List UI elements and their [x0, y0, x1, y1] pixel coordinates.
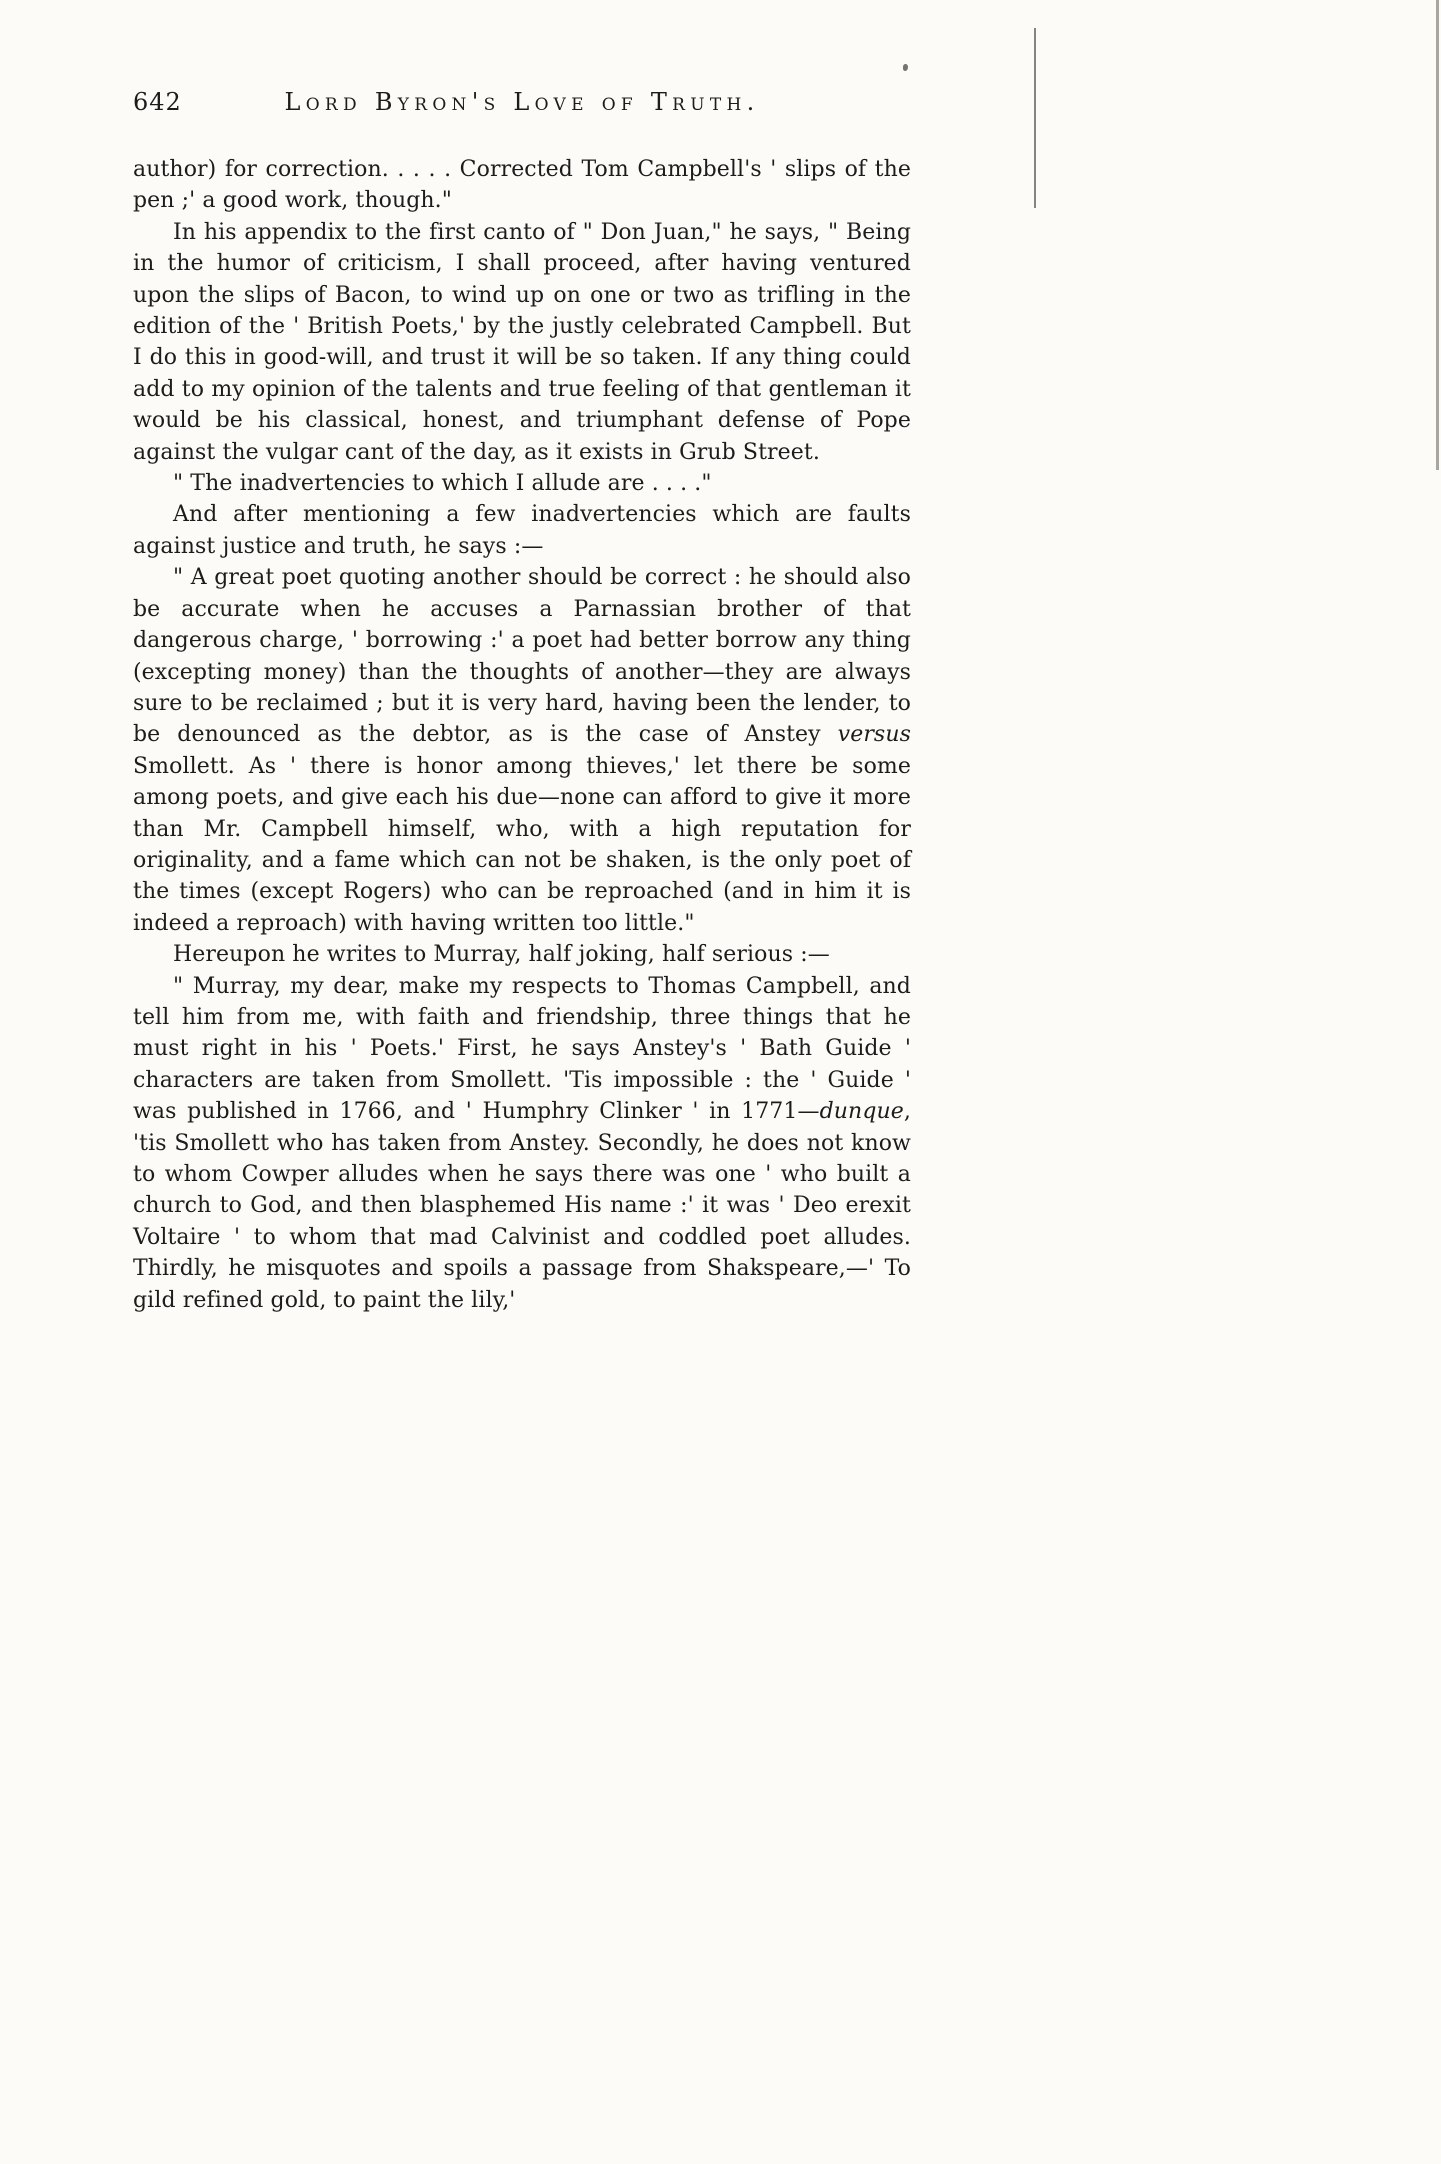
- paragraph: [133, 499, 911, 562]
- italic-run: dunque: [819, 1099, 904, 1125]
- paragraph: [133, 468, 911, 499]
- text-block: [133, 88, 911, 1316]
- scan-artifact-edge: [1436, 0, 1439, 470]
- text-run: " Murray, my dear, make my respects to Thomas Campbell, and tell him from me, with faith and friendship, three things that he must right in his ' Poets.' First, he says Anstey's ' Bath Guide ' characters are taken from Smollett. 'Tis impossible : the ' Guide ' was published in 1766, and ' Humphry Clinker ' in 1771—: [133, 973, 911, 1125]
- paragraph: [133, 154, 911, 217]
- page-number: 642: [133, 88, 182, 116]
- text-run: , 'tis Smollett who has taken from Anstey. Secondly, he does not know to whom Cowper alludes when he says there was one ' who built a church to God, and then blasphemed His name :' it was ' Deo erexit Voltaire ' to whom that mad Calvinist and coddled poet alludes. Thirdly, he misquotes and spoils a passage from Shakspeare,—' To gild refined gold, to paint the lily,': [133, 1099, 911, 1313]
- text-run: In his appendix to the first canto of " Don Juan," he says, " Being in the humor of criticism, I shall proceed, after having ventured upon the slips of Bacon, to wind up on one or two as trifling in the edition of the ' British Poets,' by the justly celebrated Campbell. But I do this in good-will, and trust it will be so taken. If any thing could add to my opinion of the talents and true feeling of that gentleman it would be his classical, honest, and triumphant defense of Pope against the vulgar cant of the day, as it exists in Grub Street.: [133, 219, 911, 465]
- scan-artifact-line: [1034, 28, 1036, 208]
- text-run: author) for correction. . . . . Corrected Tom Campbell's ' slips of the pen ;' a good work, though.": [133, 157, 911, 214]
- paragraph: [133, 217, 911, 468]
- text-run: And after mentioning a few inadvertencies which are faults against justice and truth, he says :—: [133, 502, 911, 559]
- text-run: " A great poet quoting another should be correct : he should also be accurate when he accuses a Parnassian brother of that dangerous charge, ' borrowing :' a poet had better borrow any thing (excepting money) than the thoughts of another—they are always sure to be reclaimed ; but it is very hard, having been the lender, to be denounced as the debtor, as is the case of Anstey: [133, 565, 911, 748]
- text-run: " The inadvertencies to which I allude are . . . .": [173, 471, 712, 497]
- running-head: [133, 88, 911, 132]
- paragraph: [133, 562, 911, 939]
- paragraph: [133, 971, 911, 1316]
- italic-run: versus: [837, 722, 911, 748]
- text-run: Hereupon he writes to Murray, half joking, half serious :—: [173, 942, 830, 968]
- paragraph: [133, 939, 911, 970]
- text-run: Smollett. As ' there is honor among thieves,' let there be some among poets, and give each his due—none can afford to give it more than Mr. Campbell himself, who, with a high reputation for originality, and a fame which can not be shaken, is the only poet of the times (except Rogers) who can be reproached (and in him it is indeed a reproach) with having written too little.": [133, 753, 911, 936]
- page-title: Lord Byron's Love of Truth.: [284, 88, 760, 116]
- body-text: [133, 154, 911, 1316]
- scan-artifact-speck: [903, 64, 908, 71]
